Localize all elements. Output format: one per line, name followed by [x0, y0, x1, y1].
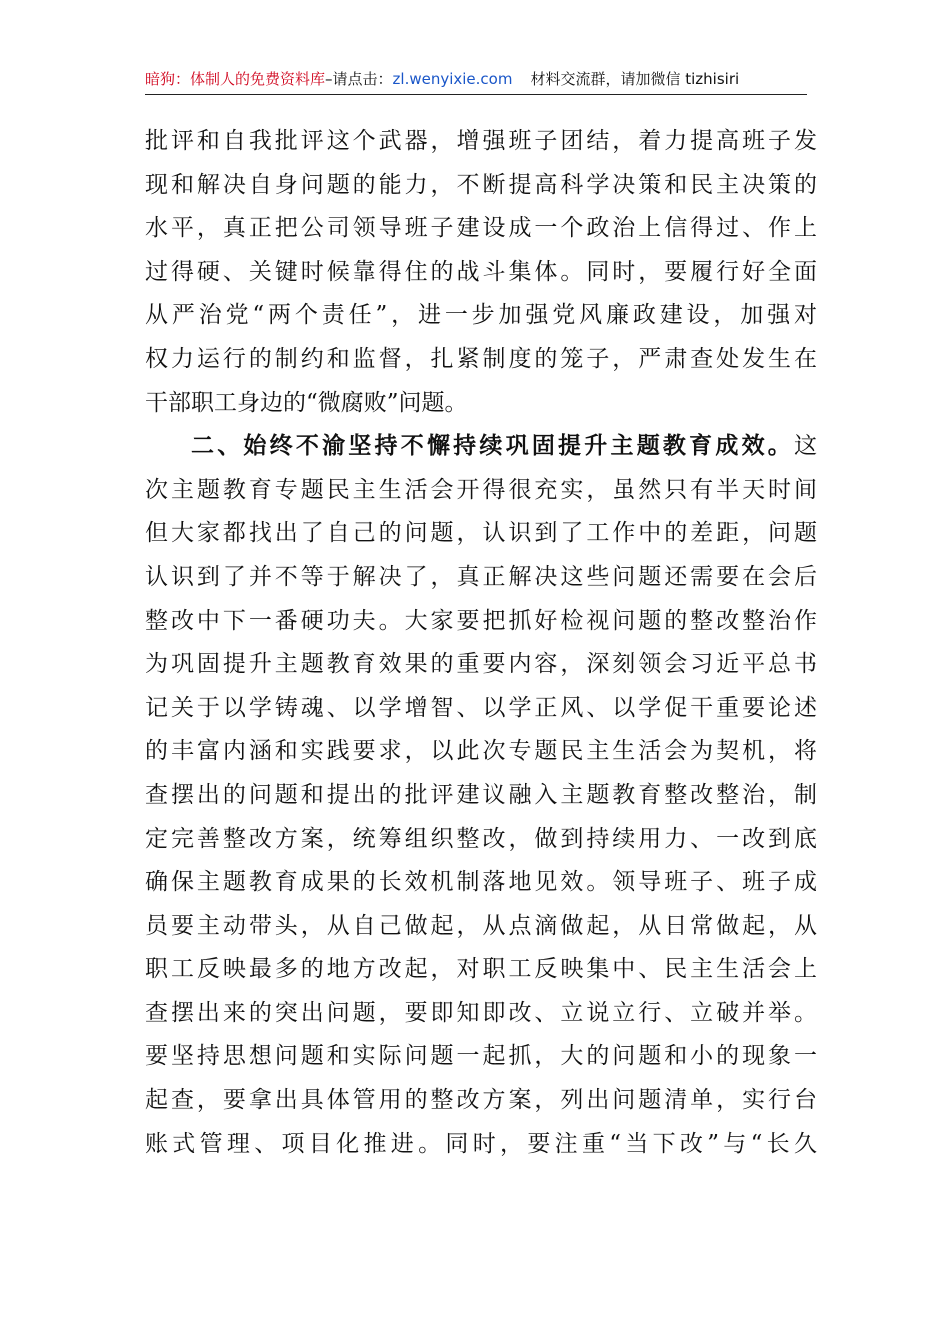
header-click-prompt: –请点击： [325, 70, 393, 88]
header-url-link[interactable]: zl.wenyixie.com [392, 70, 513, 88]
text-line: 职工反映最多的地方改起，对职工反映集中、民主生活会上 [145, 956, 817, 983]
text-line: 记关于以学铸魂、以学增智、以学正风、以学促干重要论述 [145, 694, 817, 721]
text-line: 要坚持思想问题和实际问题一起抓，大的问题和小的现象一 [145, 1043, 817, 1070]
text-line: 但大家都找出了自己的问题，认识到了工作中的差距，问题 [145, 520, 817, 547]
document-body [145, 120, 817, 1166]
text-line: 为巩固提升主题教育效果的重要内容，深刻领会习近平总书 [145, 651, 817, 678]
text-line: 次主题教育专题民主生活会开得很充实，虽然只有半天时间 [145, 476, 817, 503]
text-fragment: 这 [794, 433, 817, 460]
text-line: 整改中下一番硬功夫。大家要把抓好检视问题的整改整治作 [145, 607, 817, 634]
paragraph-2 [145, 425, 817, 1166]
section-heading-line [145, 425, 817, 469]
paragraph-1 [145, 120, 817, 425]
text-line: 认识到了并不等于解决了，真正解决这些问题还需要在会后 [145, 563, 817, 590]
text-line: 定完善整改方案，统筹组织整改，做到持续用力、一改到底 [145, 825, 817, 852]
text-line: 批评和自我批评这个武器，增强班子团结，着力提高班子发 [145, 128, 817, 154]
text-line: 查摆出来的突出问题，要即知即改、立说立行、立破并举。 [145, 999, 817, 1026]
text-line: 的丰富内涵和实践要求，以此次专题民主生活会为契机，将 [145, 738, 817, 765]
text-line: 水平，真正把公司领导班子建设成一个政治上信得过、作上 [145, 215, 817, 242]
text-line: 过得硬、关键时候靠得住的战斗集体。同时，要履行好全面 [145, 258, 817, 285]
header-wechat-note: 材料交流群，请加微信 tizhisiri [530, 70, 740, 88]
text-line: 现和解决自身问题的能力，不断提高科学决策和民主决策的 [145, 171, 817, 198]
text-line: 起查，要拿出具体管用的整改方案，列出问题清单，实行台 [145, 1087, 817, 1114]
text-line: 查摆出的问题和提出的批评建议融入主题教育整改整治，制 [145, 781, 817, 808]
text-line: 权力运行的制约和监督，扎紧制度的笼子，严肃查处发生在 [145, 345, 817, 372]
page-header [145, 66, 807, 95]
header-site-name: 暗狗：体制人的免费资料库 [145, 70, 326, 88]
text-line: 从严治党“两个责任”，进一步加强党风廉政建设，加强对 [145, 302, 817, 329]
text-line: 干部职工身边的“微腐败”问题。 [145, 389, 468, 416]
text-line: 确保主题教育成果的长效机制落地见效。领导班子、班子成 [145, 869, 817, 896]
section-heading: 二、始终不渝坚持不懈持续巩固提升主题教育成效。 [191, 433, 794, 460]
text-line: 员要主动带头，从自己做起，从点滴做起，从日常做起，从 [145, 912, 817, 939]
text-line: 账式管理、项目化推进。同时，要注重“当下改”与“长久 [145, 1130, 817, 1157]
